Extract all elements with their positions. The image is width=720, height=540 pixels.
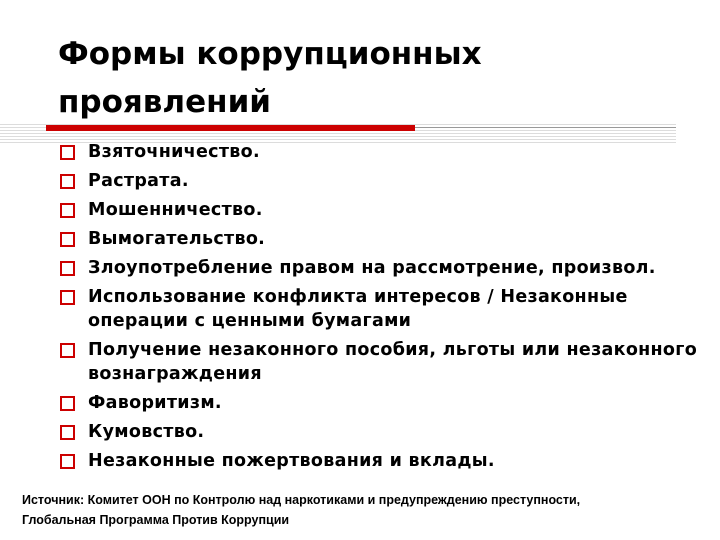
square-bullet-icon — [60, 290, 75, 305]
list-item — [58, 169, 698, 193]
list-item-text: Незаконные пожертвования и вклады. — [88, 451, 495, 471]
square-bullet-icon — [60, 261, 75, 276]
square-bullet-icon — [60, 343, 75, 358]
source-line-1: Источник: Комитет ООН по Контролю над наркотиками и предупреждению преступности, — [22, 493, 581, 507]
square-bullet-icon — [60, 232, 75, 247]
list-item-text: Взяточничество. — [88, 142, 260, 162]
source-note — [22, 490, 712, 530]
list-item-text: Злоупотребление правом на рассмотрение, произвол. — [88, 258, 656, 278]
list-item — [58, 227, 698, 251]
list-item — [58, 140, 698, 164]
list-item-text: Фаворитизм. — [88, 393, 222, 413]
square-bullet-icon — [60, 203, 75, 218]
corruption-forms-list — [58, 140, 698, 478]
list-item-text: Использование конфликта интересов / Незаконные операции с ценными бумагами — [88, 287, 628, 331]
list-item — [58, 449, 698, 473]
list-item-text: Получение незаконного пособия, льготы или незаконного вознаграждения — [88, 340, 698, 384]
source-line-2: Глобальная Программа Против Коррупции — [22, 513, 290, 527]
list-item-text: Вымогательство. — [88, 229, 266, 249]
title-divider-line — [415, 127, 676, 128]
square-bullet-icon — [60, 454, 75, 469]
title-divider-accent — [46, 125, 415, 131]
list-item-text: Кумовство. — [88, 422, 205, 442]
list-item-text: Растрата. — [88, 171, 189, 191]
square-bullet-icon — [60, 174, 75, 189]
list-item-text: Мошенничество. — [88, 200, 263, 220]
list-item — [58, 198, 698, 222]
list-item — [58, 256, 698, 280]
square-bullet-icon — [60, 396, 75, 411]
square-bullet-icon — [60, 425, 75, 440]
list-item — [58, 391, 698, 415]
list-item — [58, 420, 698, 444]
square-bullet-icon — [60, 145, 75, 160]
slide-title: Формы коррупционных проявлений — [58, 36, 482, 120]
list-item — [58, 285, 698, 333]
list-item — [58, 338, 698, 386]
